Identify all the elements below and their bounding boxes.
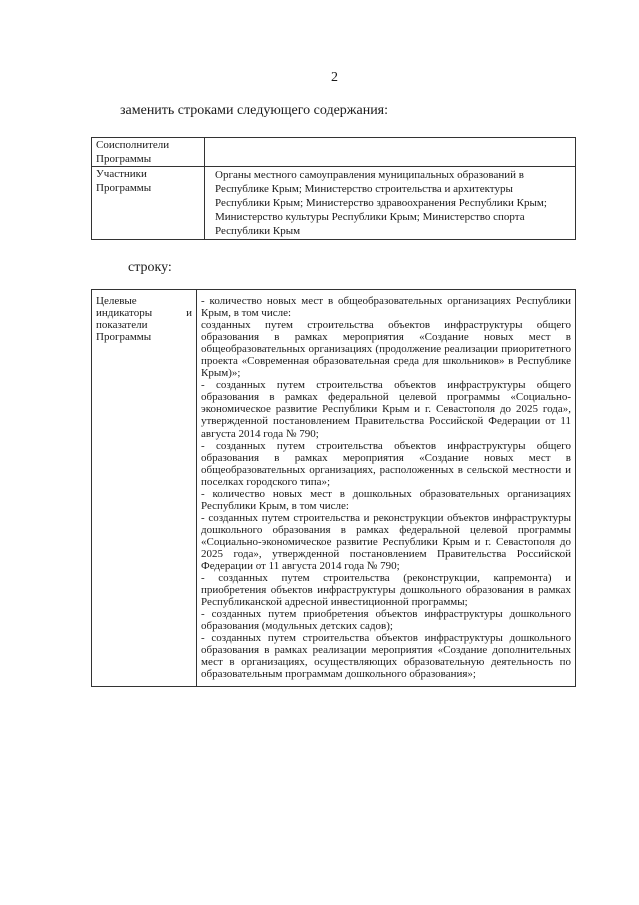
- indicators-table: [91, 289, 576, 687]
- indicator-paragraph: - количество новых мест в общеобразовательных организациях Республики Крым, в том числе:: [201, 295, 571, 320]
- indicator-paragraph: - созданных путем строительства объектов инфраструктуры общего образования в рамках федеральной целевой программы «Социально-экономическое развитие Республики Крым и г. Севастополя до 2025 года», утвержденной постановлением Правительства Российской Федерации от 11 августа 2014 года № 790;: [201, 379, 571, 440]
- stroku-text: строку:: [128, 260, 172, 275]
- indicator-paragraph: созданных путем строительства объектов инфраструктуры общего образования в рамках мероприятия «Создание новых мест в общеобразовательных организациях (продолжение реализации приоритетного проекта «Современная образовательная среда для школьников» в Республике Крым)»;: [201, 319, 571, 380]
- label-conjunction: и: [186, 307, 192, 320]
- page-number: 2: [331, 70, 338, 85]
- table-row: [92, 290, 576, 687]
- table-row: [92, 138, 576, 167]
- intro-text: заменить строками следующего содержания:: [120, 103, 389, 118]
- row-value: [205, 138, 576, 167]
- participants-table: [91, 137, 576, 240]
- indicator-paragraph: - созданных путем приобретения объектов инфраструктуры дошкольного образования (модульных детских садов);: [201, 608, 571, 633]
- indicator-paragraph: - созданных путем строительства объектов инфраструктуры общего образования в рамках мероприятия «Создание новых мест в общеобразовательных организациях, расположенных в сельской местности и поселках городского типа»;: [201, 439, 571, 488]
- label-line: [96, 307, 192, 319]
- row-label: Участники Программы: [92, 167, 205, 240]
- indicator-paragraph: - созданных путем строительства и реконструкции объектов инфраструктуры дошкольного образования в рамках федеральной целевой программы «Социально-экономическое развитие Республики Крым и г. Севастополя до 2025 года», утвержденной постановлением Правительства Российской Федерации от 11 августа 2014 года № 790;: [201, 511, 571, 573]
- indicator-paragraph: - созданных путем строительства объектов инфраструктуры дошкольного образования в рамках реализации мероприятия «Создание дополнительных мест в организациях, осуществляющих образовательную деятельность по образовательным программам дошкольного образования»;: [201, 632, 571, 681]
- table-row: [92, 167, 576, 240]
- label-line: индикаторы: [96, 307, 153, 320]
- indicator-paragraph: - созданных путем строительства (реконструкции, капремонта) и приобретения объектов инфраструктуры дошкольного образования в рамках Республиканской адресной инвестиционной программы;: [201, 572, 571, 609]
- indicator-paragraph: - количество новых мест в дошкольных образовательных организациях Республики Крым, в том числе:: [201, 487, 571, 512]
- indicators-label: [92, 290, 197, 687]
- label-line: Программы: [96, 331, 152, 344]
- indicators-content: [197, 290, 576, 687]
- label-line: Целевые: [96, 295, 137, 307]
- row-label: Соисполнители Программы: [92, 138, 205, 167]
- label-line: показатели: [96, 319, 148, 332]
- row-value: Органы местного самоуправления муниципальных образований в Республике Крым; Министерство строительства и архитектуры Республики Крым; Министерство здравоохранения Республики Крым; Министерство культуры Республики Крым; Министерство спорта Республики Крым: [205, 167, 576, 240]
